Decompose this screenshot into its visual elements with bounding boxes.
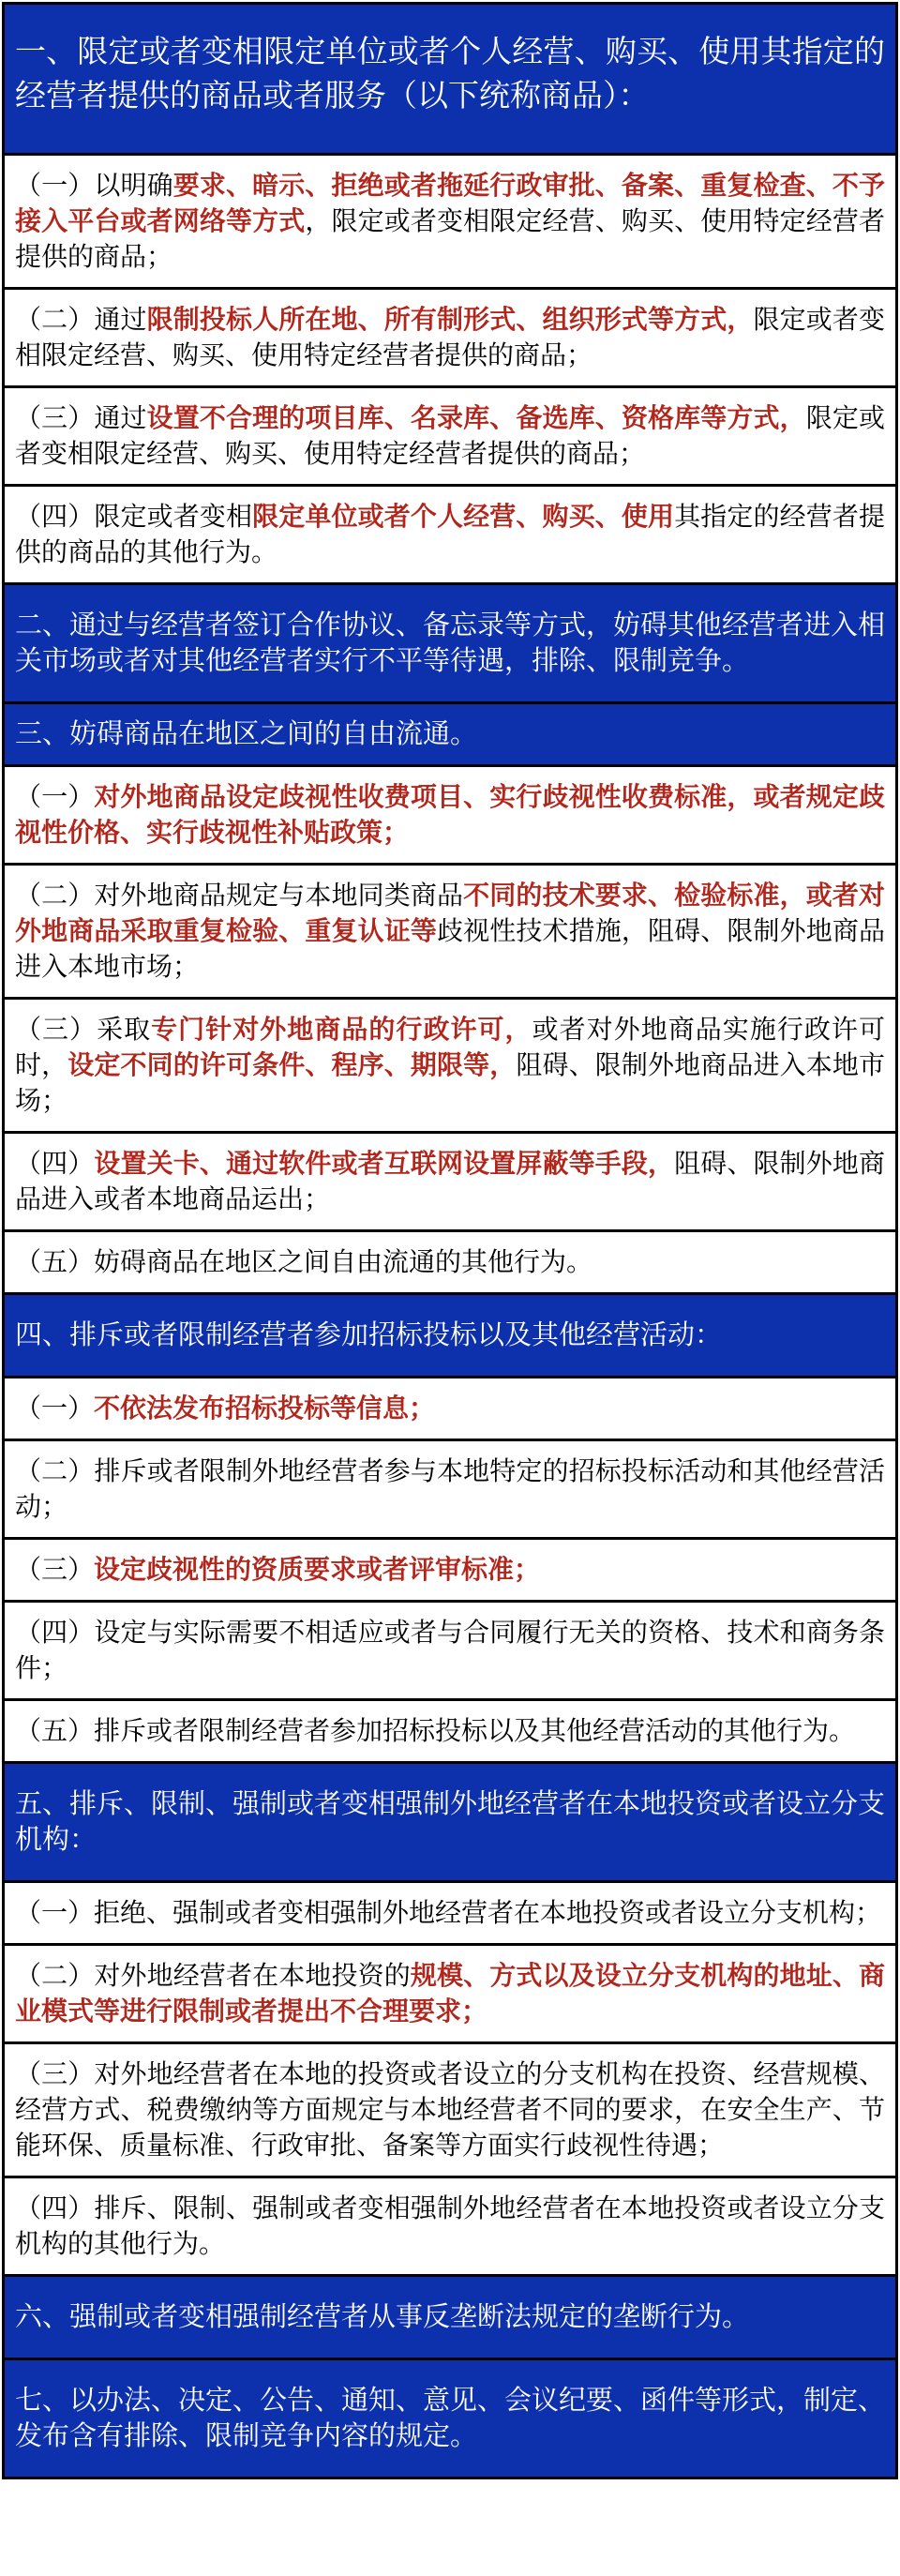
section-text — [15, 400, 885, 472]
section-text — [15, 2191, 885, 2262]
section-text — [15, 1615, 885, 1686]
rule-item — [5, 156, 895, 290]
rule-item — [5, 1883, 895, 1946]
plain-text: （二）通过 — [15, 305, 147, 334]
plain-text: 或者对外地商品实施行政许可时， — [15, 1015, 885, 1079]
rule-item — [5, 767, 895, 866]
section-text — [15, 1786, 885, 1858]
plain-text: 阻碍、限制外地商品进入或者本地商品运出； — [15, 1149, 885, 1213]
highlighted-text: 规模、方式以及设立分支机构的地址、商业模式等进行限制或者提出不合理要求； — [15, 1961, 885, 2026]
rule-item — [5, 1000, 895, 1134]
rule-section-header — [5, 1295, 895, 1378]
rule-item — [5, 1441, 895, 1540]
highlighted-text: 设置不合理的项目库、名录库、备选库、资格库等方式， — [146, 403, 806, 432]
plain-text: 阻碍、限制外地商品进入本地市场； — [15, 1050, 885, 1115]
plain-text: 一、限定或者变相限定单位或者个人经营、购买、使用其指定的经营者提供的商品或者服务（以下统称商品）： — [15, 34, 885, 113]
rule-section-header — [5, 704, 895, 767]
rule-section-header — [5, 1764, 895, 1883]
highlighted-text: 限制投标人所在地、所有制形式、组织形式等方式， — [146, 305, 754, 334]
section-text — [15, 1454, 885, 1525]
plain-text: （一） — [15, 782, 95, 811]
section-text — [15, 716, 885, 752]
plain-text: ，限定或者变相限定经营、购买、使用特定经营者提供的商品； — [15, 206, 885, 271]
rule-section-header — [5, 585, 895, 704]
rule-item — [5, 290, 895, 388]
plain-text: 其指定的经营者提供的商品的其他行为。 — [15, 502, 885, 566]
plain-text: （一） — [15, 1393, 95, 1423]
plain-text: 限定或者变相限定经营、购买、使用特定经营者提供的商品； — [15, 305, 885, 369]
plain-text: 五、排斥、限制、强制或者变相强制外地经营者在本地投资或者设立分支机构： — [15, 1789, 886, 1855]
section-text — [15, 499, 885, 570]
section-text — [15, 1146, 885, 1217]
rule-item — [5, 388, 895, 487]
section-text — [15, 2383, 885, 2454]
rule-item — [5, 866, 895, 1000]
section-text — [15, 1713, 885, 1749]
section-text — [15, 302, 885, 373]
highlighted-text: 设定不同的许可条件、程序、期限等， — [68, 1050, 517, 1079]
section-text — [15, 1958, 885, 2029]
highlighted-text: 不依法发布招标投标等信息； — [94, 1393, 436, 1423]
highlighted-text: 专门针对外地商品的行政许可， — [151, 1015, 532, 1044]
highlighted-text: 对外地商品设定歧视性收费项目、实行歧视性收费标准，或者规定歧视性价格、实行歧视性补贴政策； — [15, 782, 885, 847]
section-text — [15, 608, 885, 679]
rule-item — [5, 2178, 895, 2277]
rule-section-header — [5, 5, 895, 156]
plain-text: （四）排斥、限制、强制或者变相强制外地经营者在本地投资或者设立分支机构的其他行为。 — [15, 2193, 885, 2258]
rule-item — [5, 1603, 895, 1701]
rule-item — [5, 1134, 895, 1232]
section-text — [15, 29, 885, 117]
plain-text: （四）设定与实际需要不相适应或者与合同履行无关的资格、技术和商务条件； — [15, 1618, 885, 1682]
rule-item — [5, 2044, 895, 2178]
plain-text: （二）排斥或者限制外地经营者参与本地特定的招标投标活动和其他经营活动； — [15, 1456, 885, 1521]
rule-item — [5, 487, 895, 585]
rule-item — [5, 1701, 895, 1764]
plain-text: 六、强制或者变相强制经营者从事反垄断法规定的垄断行为。 — [15, 2302, 750, 2332]
plain-text: （一）以明确 — [15, 171, 173, 200]
plain-text: 歧视性技术措施，阻碍、限制外地商品进入本地市场； — [15, 916, 885, 981]
plain-text: （三）对外地经营者在本地的投资或者设立的分支机构在投资、经营规模、经营方式、税费缴纳等方面规定与本地经营者不同的要求，在安全生产、节能环保、质量标准、行政审批、备案等方面实行歧视性待遇； — [15, 2059, 885, 2160]
section-text — [15, 1895, 885, 1931]
plain-text: （五）排斥或者限制经营者参加招标投标以及其他经营活动的其他行为。 — [15, 1716, 856, 1745]
plain-text: （三）通过 — [15, 403, 147, 432]
highlighted-text: 不同的技术要求、检验标准，或者对外地商品采取重复检验、重复认证等 — [15, 881, 885, 945]
section-text — [15, 1391, 885, 1426]
highlighted-text: 设置关卡、通过软件或者互联网设置屏蔽等手段， — [94, 1149, 675, 1178]
plain-text: （三）采取 — [15, 1015, 152, 1044]
section-text — [15, 2056, 885, 2163]
section-text — [15, 1012, 885, 1119]
rule-section-header — [5, 2360, 895, 2477]
plain-text: （四）限定或者变相 — [15, 502, 253, 531]
rule-item — [5, 1540, 895, 1603]
plain-text: 七、以办法、决定、公告、通知、意见、会议纪要、函件等形式，制定、发布含有排除、限制竞争内容的规定。 — [15, 2386, 886, 2451]
plain-text: （三） — [15, 1555, 95, 1584]
rule-item — [5, 1232, 895, 1295]
section-text — [15, 1552, 885, 1588]
plain-text: （五）妨碍商品在地区之间自由流通的其他行为。 — [15, 1247, 593, 1276]
rule-section-header — [5, 2277, 895, 2360]
plain-text: 限定或者变相限定经营、购买、使用特定经营者提供的商品； — [15, 403, 885, 468]
plain-text: （二）对外地经营者在本地投资的 — [15, 1961, 411, 1990]
plain-text: 二、通过与经营者签订合作协议、备忘录等方式，妨碍其他经营者进入相关市场或者对其他经营者实行不平等待遇，排除、限制竞争。 — [15, 610, 886, 676]
highlighted-text: 要求、暗示、拒绝或者拖延行政审批、备案、重复检查、不予接入平台或者网络等方式 — [15, 171, 885, 235]
highlighted-text: 设定歧视性的资质要求或者评审标准； — [94, 1555, 541, 1584]
plain-text: （四） — [15, 1149, 95, 1178]
plain-text: （一）拒绝、强制或者变相强制外地经营者在本地投资或者设立分支机构； — [15, 1898, 882, 1927]
section-text — [15, 779, 885, 851]
highlighted-text: 限定单位或者个人经营、购买、使用 — [252, 502, 675, 531]
plain-text: （二）对外地商品规定与本地同类商品 — [15, 881, 464, 910]
section-text — [15, 168, 885, 275]
section-text — [15, 878, 885, 985]
plain-text: 四、排斥或者限制经营者参加招标投标以及其他经营活动： — [15, 1320, 723, 1350]
rule-item — [5, 1946, 895, 2044]
plain-text: 三、妨碍商品在地区之间的自由流通。 — [15, 719, 478, 749]
document — [2, 2, 898, 2479]
section-text — [15, 1244, 885, 1280]
rule-item — [5, 1378, 895, 1441]
section-text — [15, 1318, 885, 1353]
section-text — [15, 2299, 885, 2335]
